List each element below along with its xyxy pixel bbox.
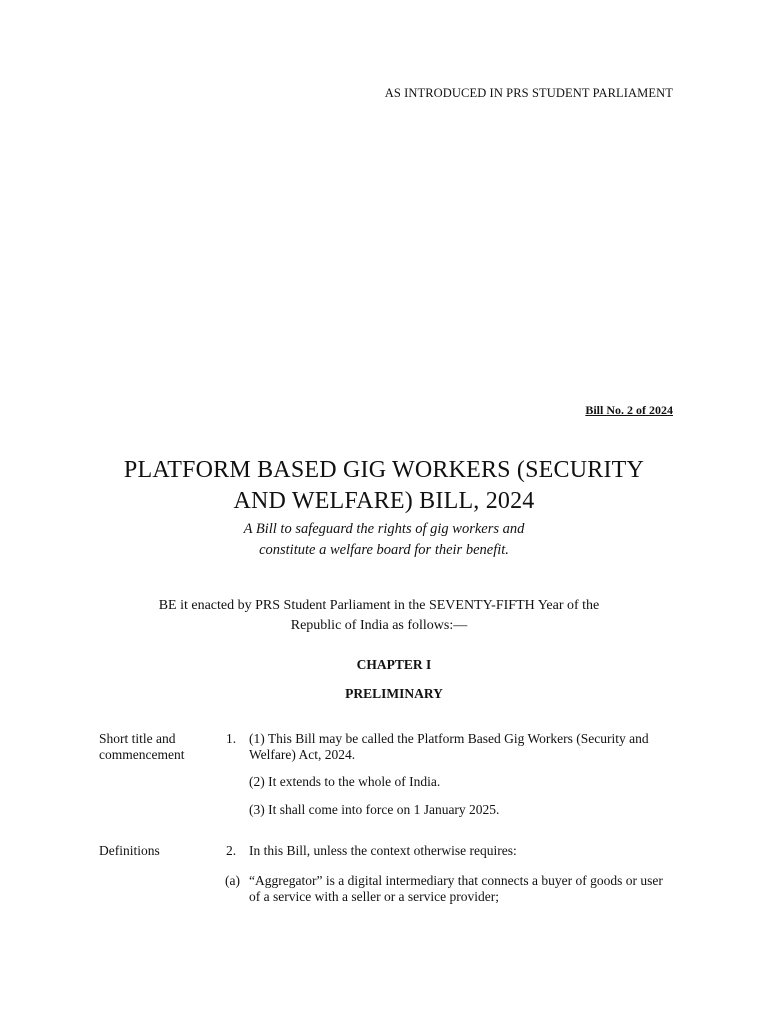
section-1-subsection-1-line-1: (1) This Bill may be called the Platform Based Gig Workers (Security and [249, 731, 649, 746]
enacting-clause-line-2: Republic of India as follows:— [290, 618, 468, 633]
clause-a-line-2: of a service with a seller or a service provider; [249, 888, 500, 904]
section-1-subsection-1-line-2: Welfare) Act, 2024. [249, 746, 356, 762]
chapter-heading: CHAPTER I [356, 657, 432, 672]
section-2-intro: In this Bill, unless the context otherwise requires: [249, 843, 517, 858]
bill-subtitle-line-1: A Bill to safeguard the rights of gig workers and [243, 521, 525, 537]
bill-title [60, 455, 708, 517]
clause-a-line-1: “Aggregator” is a digital intermediary that connects a buyer of goods or user [249, 873, 663, 888]
section-1-margin-line-1: Short title and [99, 731, 176, 746]
bill-number: Bill No. 2 of 2024 [585, 403, 673, 417]
section-1-margin-note [99, 731, 219, 762]
bill-subtitle-line-2: constitute a welfare board for their benefit. [259, 542, 509, 558]
enacting-clause [134, 596, 624, 636]
section-1-margin-line-2: commencement [99, 746, 185, 762]
section-1-subsection-2: (2) It extends to the whole of India. [249, 774, 441, 789]
section-1-subsection-3: (3) It shall come into force on 1 January 2025. [249, 802, 500, 817]
chapter-subheading: PRELIMINARY [345, 686, 443, 701]
clause-a-label: (a) [225, 873, 240, 888]
bill-title-line-1: PLATFORM BASED GIG WORKERS (SECURITY [123, 457, 645, 483]
section-2-margin-note: Definitions [99, 843, 160, 858]
enacting-clause-line-1: BE it enacted by PRS Student Parliament in the SEVENTY-FIFTH Year of the [158, 598, 600, 613]
section-1-subsection-1 [249, 731, 689, 762]
section-1-number: 1. [226, 731, 237, 746]
clause-a-text [249, 873, 689, 904]
introduced-note: AS INTRODUCED IN PRS STUDENT PARLIAMENT [384, 86, 673, 100]
section-2-number: 2. [226, 843, 237, 858]
bill-subtitle [164, 519, 604, 561]
bill-title-line-2: AND WELFARE) BILL, 2024 [233, 488, 535, 514]
